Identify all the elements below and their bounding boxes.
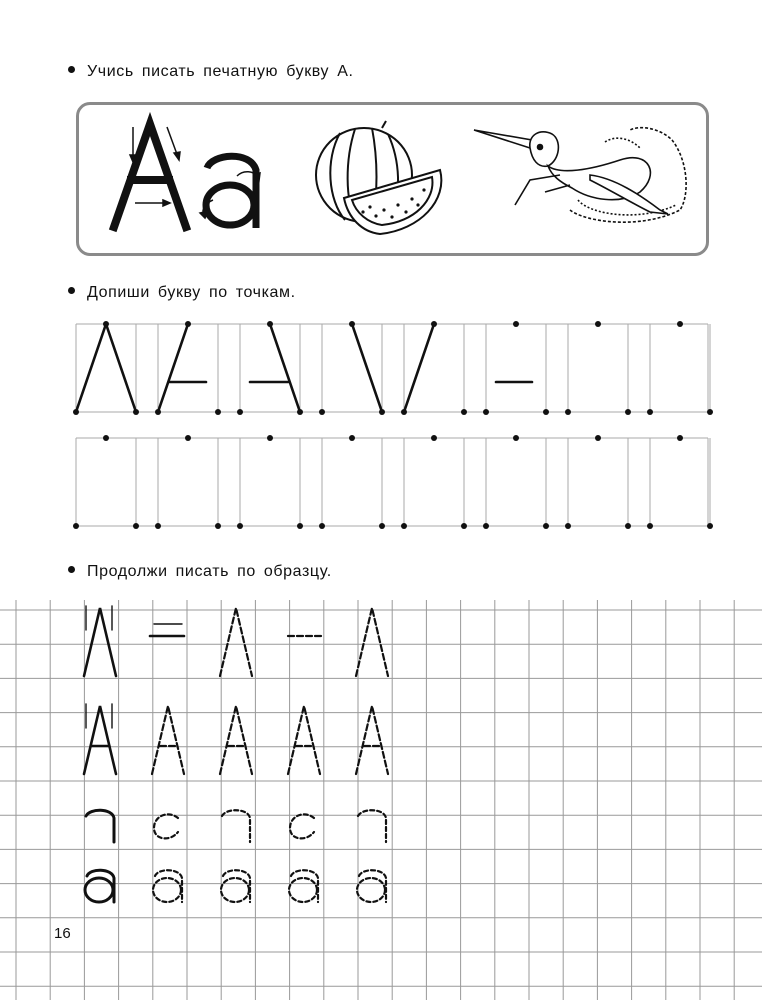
instruction-continue-pattern: Продолжи писать по образцу. [68, 563, 332, 581]
guide-dot [647, 409, 653, 415]
guide-dot [103, 435, 109, 441]
trace-stroke [106, 324, 136, 412]
guide-dot [297, 523, 303, 529]
watermelon-picture [316, 121, 441, 234]
snipe-bird-picture [474, 128, 686, 222]
practice-stroke-curl [290, 814, 314, 838]
showcase-illustration [0, 0, 762, 260]
guide-dot [103, 321, 109, 327]
grid-lines [0, 600, 762, 1000]
trace-dots-exercise [0, 310, 762, 550]
stroke-arrows [130, 127, 260, 218]
guide-dot [267, 435, 273, 441]
guide-dot [215, 409, 221, 415]
guide-dot [543, 523, 549, 529]
guide-dot [401, 409, 407, 415]
practice-letter-A [152, 706, 184, 774]
guide-dot [483, 523, 489, 529]
guide-dot [319, 409, 325, 415]
bullet-icon [68, 566, 75, 573]
page-number: 16 [54, 925, 71, 942]
trace-stroke [352, 324, 382, 412]
guide-dot [349, 321, 355, 327]
guide-dot [647, 523, 653, 529]
guide-dot [677, 435, 683, 441]
guide-dot [707, 523, 713, 529]
guide-dot [595, 435, 601, 441]
guide-dots [73, 321, 713, 529]
practice-arrows [86, 606, 182, 746]
guide-dot [431, 321, 437, 327]
guide-dot [319, 523, 325, 529]
guide-dot [677, 321, 683, 327]
practice-letter-A [288, 706, 320, 774]
practice-letter-a [289, 870, 318, 902]
guide-dot [185, 321, 191, 327]
trace-stroke [270, 324, 300, 412]
guide-dot [513, 321, 519, 327]
guide-dot [379, 409, 385, 415]
guide-dot [215, 523, 221, 529]
instruction-trace-dots: Допиши букву по точкам. [68, 284, 296, 302]
guide-dot [625, 523, 631, 529]
trace-cells [76, 324, 710, 526]
guide-dot [513, 435, 519, 441]
bullet-icon [68, 287, 75, 294]
guide-dot [73, 409, 79, 415]
practice-letter-A [84, 608, 116, 676]
trace-stroke [404, 324, 434, 412]
guide-dot [625, 409, 631, 415]
guide-dot [349, 435, 355, 441]
guide-dot [133, 523, 139, 529]
guide-dot [133, 409, 139, 415]
guide-dot [401, 523, 407, 529]
practice-letter-a [221, 870, 250, 902]
practice-letters [84, 606, 388, 902]
guide-dot [461, 523, 467, 529]
guide-dot [707, 409, 713, 415]
practice-letter-A [356, 608, 388, 676]
practice-letter-a [153, 870, 182, 902]
guide-dot [565, 409, 571, 415]
guide-dot [543, 409, 549, 415]
letter-a-small-big [206, 156, 256, 228]
practice-stroke-curl [154, 814, 178, 838]
practice-letter-A [356, 706, 388, 774]
guide-dot [565, 523, 571, 529]
guide-dot [73, 523, 79, 529]
guide-dot [595, 321, 601, 327]
guide-dot [237, 409, 243, 415]
instruction-learn-letter: Учись писать печатную букву А. [68, 63, 354, 81]
guide-dot [379, 523, 385, 529]
trace-stroke [76, 324, 106, 412]
practice-letter-A [220, 608, 252, 676]
practice-letter-a [85, 870, 114, 902]
guide-dot [155, 523, 161, 529]
guide-dot [483, 409, 489, 415]
practice-grid [0, 600, 762, 1000]
guide-dot [237, 523, 243, 529]
guide-dot [267, 321, 273, 327]
guide-dot [297, 409, 303, 415]
guide-dot [431, 435, 437, 441]
trace-stroke [158, 324, 188, 412]
guide-dot [185, 435, 191, 441]
practice-letter-A [84, 706, 116, 774]
practice-letter-a [357, 870, 386, 902]
guide-dot [155, 409, 161, 415]
practice-letter-A [220, 706, 252, 774]
letter-A-big [114, 124, 186, 227]
guide-dot [461, 409, 467, 415]
